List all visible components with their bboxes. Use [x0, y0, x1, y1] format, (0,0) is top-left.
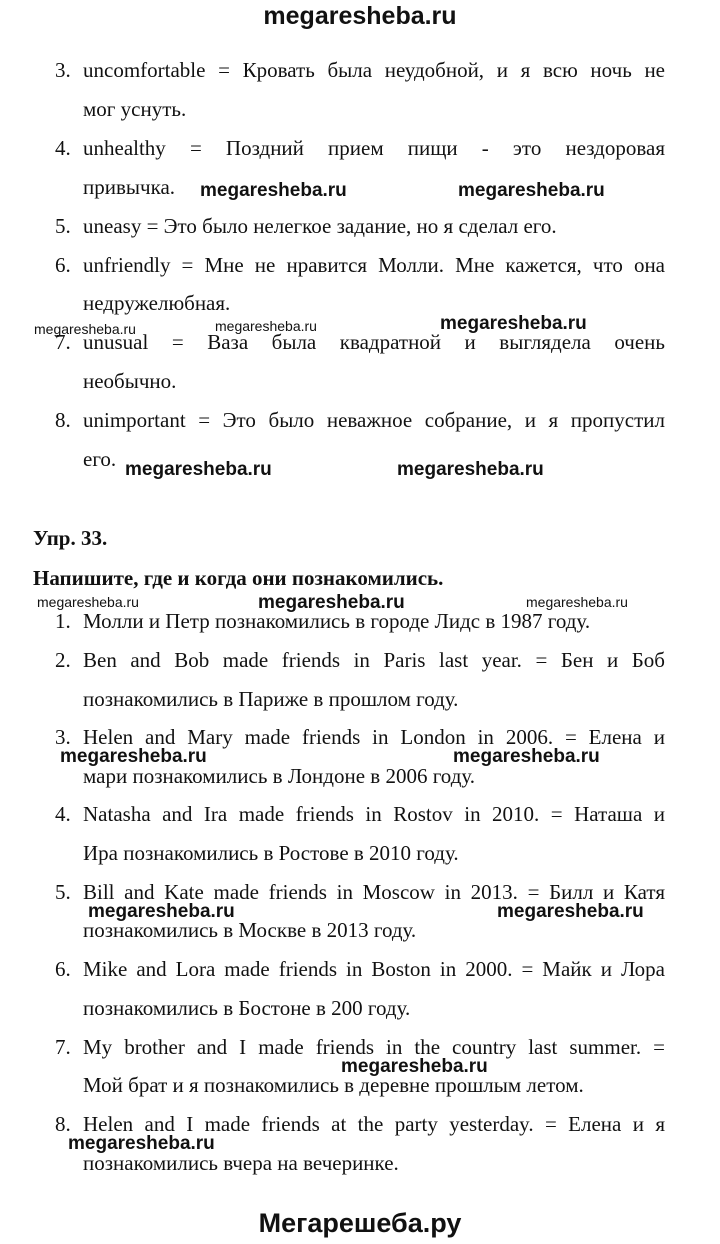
item-number: 6.	[55, 253, 71, 277]
item-line: необычно.	[83, 369, 177, 393]
item-line: мог уснуть.	[83, 97, 187, 121]
item-number: 7.	[55, 1035, 71, 1059]
item-line: uneasy = Это было нелегкое задание, но я сделал его.	[83, 214, 557, 238]
item-line: познакомились в Бостоне в 200 году.	[83, 996, 411, 1020]
watermark: megaresheba.ru	[440, 313, 587, 334]
watermark: megaresheba.ru	[497, 901, 644, 922]
watermark: megaresheba.ru	[125, 459, 272, 480]
item-line: познакомились в Москве в 2013 году.	[83, 918, 417, 942]
watermark: megaresheba.ru	[258, 592, 405, 613]
watermark: megaresheba.ru	[37, 594, 139, 610]
item-number: 4.	[55, 136, 71, 160]
item-line: познакомились вчера на вечеринке.	[83, 1151, 399, 1175]
item-line: unhealthy = Поздний прием пищи - это нездоровая	[83, 136, 665, 160]
item-line: познакомились в Париже в прошлом году.	[83, 687, 459, 711]
item-line: unfriendly = Мне не нравится Молли. Мне кажется, что она	[83, 253, 665, 277]
item-line: unimportant = Это было неважное собрание, и я пропустил	[83, 408, 665, 432]
watermark: megaresheba.ru	[215, 318, 317, 334]
item-line: недружелюбная.	[83, 291, 231, 315]
item-line: Natasha and Ira made friends in Rostov in 2010. = Наташа и	[83, 802, 665, 826]
site-header: megaresheba.ru	[263, 2, 457, 30]
item-line: его.	[83, 447, 117, 471]
item-number: 3.	[55, 725, 71, 749]
watermark: megaresheba.ru	[526, 594, 628, 610]
item-line: привычка.	[83, 175, 176, 199]
item-number: 5.	[55, 214, 71, 238]
watermark: megaresheba.ru	[397, 459, 544, 480]
item-number: 1.	[55, 609, 71, 633]
watermark: megaresheba.ru	[60, 746, 207, 767]
item-number: 8.	[55, 408, 71, 432]
item-number: 2.	[55, 648, 71, 672]
item-number: 6.	[55, 957, 71, 981]
item-line: Ben and Bob made friends in Paris last year. = Бен и Боб	[83, 648, 665, 672]
item-line: Helen and I made friends at the party yesterday. = Елена и я	[83, 1112, 665, 1136]
item-line: Молли и Петр познакомились в городе Лидс в 1987 году.	[83, 609, 591, 633]
item-number: 5.	[55, 880, 71, 904]
item-line: My brother and I made friends in the country last summer. =	[83, 1035, 665, 1059]
item-number: 8.	[55, 1112, 71, 1136]
item-number: 4.	[55, 802, 71, 826]
watermark: megaresheba.ru	[200, 180, 347, 201]
watermark: megaresheba.ru	[341, 1056, 488, 1077]
item-line: unusual = Ваза была квадратной и выглядела очень	[83, 330, 665, 354]
item-line: Mike and Lora made friends in Boston in 2000. = Майк и Лора	[83, 957, 665, 981]
watermark: megaresheba.ru	[68, 1133, 215, 1154]
item-line: Ира познакомились в Ростове в 2010 году.	[83, 841, 459, 865]
item-line: Helen and Mary made friends in London in 2006. = Елена и	[83, 725, 665, 749]
item-number: 3.	[55, 58, 71, 82]
exercise-title: Упр. 33.	[33, 526, 108, 550]
watermark: megaresheba.ru	[458, 180, 605, 201]
item-line: Мой брат и я познакомились в деревне прошлым летом.	[83, 1073, 584, 1097]
watermark: megaresheba.ru	[34, 321, 136, 337]
item-number: 7.	[55, 330, 71, 354]
exercise-instruction: Напишите, где и когда они познакомились.	[33, 566, 444, 590]
item-line: мари познакомились в Лондоне в 2006 году.	[83, 764, 476, 788]
watermark: megaresheba.ru	[88, 901, 235, 922]
watermark: megaresheba.ru	[453, 746, 600, 767]
item-line: Bill and Kate made friends in Moscow in 2013. = Билл и Катя	[83, 880, 665, 904]
item-line: uncomfortable = Кровать была неудобной, и я всю ночь не	[83, 58, 665, 82]
site-footer: Мегарешеба.ру	[258, 1208, 462, 1238]
